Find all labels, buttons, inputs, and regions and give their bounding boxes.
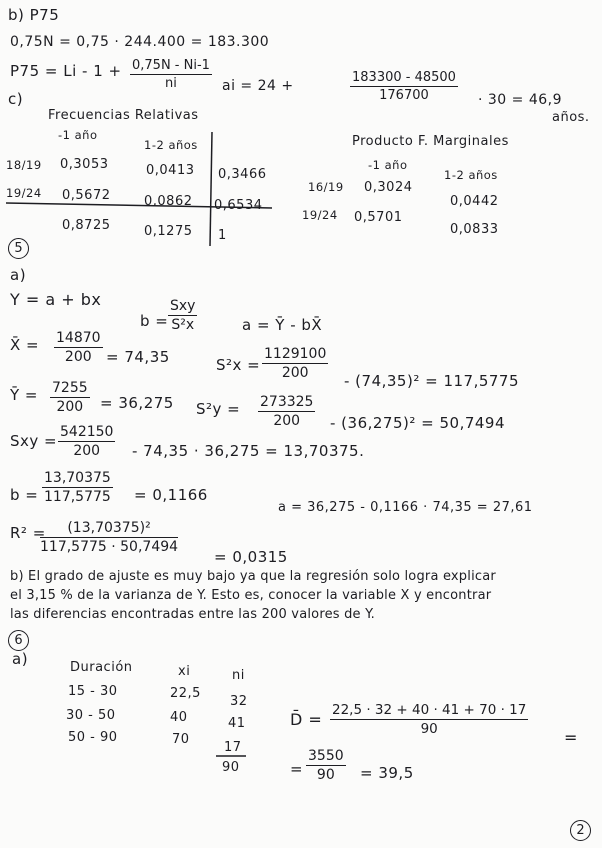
rel-cell: 0,5672: [62, 188, 111, 203]
rel-cell: 0,6534: [214, 198, 263, 213]
q5-s2x-fraction: [262, 346, 328, 381]
q6-ni-cell: 41: [228, 716, 246, 731]
q5-ybar-fraction: [50, 380, 90, 415]
p75-heading: b) P75: [8, 6, 60, 24]
q5-r2-fraction: [40, 520, 178, 555]
q6-ni-total: 90: [222, 760, 240, 775]
rel-cell: 0,3466: [218, 167, 267, 182]
prod-cell: 0,5701: [354, 210, 403, 225]
q5-s2y-numerator: 273325: [260, 394, 314, 410]
prod-cell: 0,0442: [450, 194, 499, 209]
p75-formula-denominator: ni: [165, 76, 177, 91]
page-number: 2: [570, 820, 591, 841]
q5-a-formula: a = Ȳ - bX̄: [242, 316, 323, 334]
q5-ybar-numerator: 7255: [52, 380, 88, 396]
q6-duration-cell: 50 - 90: [68, 730, 118, 745]
q5-sxy-tail: - 74,35 · 36,275 = 13,70375.: [132, 442, 365, 460]
q5-part-b-line: las diferencias encontradas entre las 200 valores de Y.: [10, 607, 375, 622]
q5-b-calc-value: = 0,1166: [134, 486, 208, 504]
p75-formula-lhs: P75 = Li - 1 +: [10, 62, 122, 80]
q5-r2-denominator: 117,5775 · 50,7494: [40, 539, 179, 555]
q5-s2x-denominator: 200: [281, 365, 309, 381]
prod-col-lt1: -1 año: [368, 158, 408, 172]
q5-sxy-lhs: Sxy =: [10, 432, 58, 450]
rel-cell: 0,0413: [146, 163, 195, 178]
q5-s2y-denominator: 200: [273, 413, 301, 429]
q5-s2x-numerator: 1129100: [264, 346, 327, 362]
p75-value-fraction: [350, 70, 458, 103]
q6-xi-cell: 22,5: [170, 686, 201, 701]
q6-ni-cell: 17: [224, 740, 242, 755]
q5-sxy-denominator: 200: [73, 443, 101, 459]
part-c-heading: c): [8, 90, 24, 108]
q5-b-calc-numerator: 13,70375: [44, 470, 111, 486]
question-6-number: 6: [8, 630, 29, 651]
prod-col-1-2: 1-2 años: [444, 168, 498, 182]
q6-dbar-lhs: D̄ =: [290, 710, 323, 729]
prod-row-label: 19/24: [302, 208, 338, 222]
q6-dbar2-fraction: [306, 748, 346, 783]
q5-xbar-denominator: 200: [64, 349, 92, 365]
q6-duration-cell: 30 - 50: [66, 708, 116, 723]
rel-freq-title: Frecuencias Relativas: [48, 108, 199, 123]
q5-b-fraction: [168, 298, 197, 333]
q5-xbar-fraction: [54, 330, 103, 365]
q5-b-calc-lhs: b =: [10, 486, 39, 504]
q5-s2y-tail: - (36,275)² = 50,7494: [330, 414, 506, 432]
q5-b-lhs: b =: [140, 312, 169, 330]
prod-cell: 0,0833: [450, 222, 499, 237]
prod-cell: 0,3024: [364, 180, 413, 195]
q5-part-b-line: b) El grado de ajuste es muy bajo ya que la regresión solo logra explicar: [10, 569, 496, 584]
rel-col-lt1: -1 año: [58, 128, 98, 142]
q5-r2-numerator: (13,70375)²: [40, 520, 178, 538]
rel-row-label: 18/19: [6, 158, 42, 172]
q6-xi-cell: 70: [172, 732, 190, 747]
q6-dbar-numerator: 22,5 · 32 + 40 · 41 + 70 · 17: [332, 702, 527, 718]
q6-ni-cell: 32: [230, 694, 248, 709]
q6-dbar-eq: =: [564, 728, 578, 747]
rel-col-1-2: 1-2 años: [144, 138, 198, 152]
q6-col-xi: xi: [178, 664, 191, 679]
q5-ybar-lhs: Ȳ =: [10, 386, 38, 404]
question-5-number: 5: [8, 238, 29, 259]
p75-value-result: · 30 = 46,9: [478, 92, 563, 108]
q5-b-denominator: S²x: [171, 317, 195, 333]
q5-ybar-denominator: 200: [56, 399, 84, 415]
q5-part-b-line: el 3,15 % de la varianza de Y. Esto es, conocer la variable X y encontrar: [10, 588, 492, 603]
q6-dbar-denominator: 90: [420, 721, 438, 737]
q6-duration-cell: 15 - 30: [68, 684, 118, 699]
q5-sxy-fraction: [58, 424, 115, 459]
p75-formula-numerator: 0,75N - Ni-1: [132, 58, 210, 73]
rel-cell: 0,0862: [144, 194, 193, 209]
q6-dbar2-numerator: 3550: [308, 748, 344, 764]
q5-s2y-fraction: [258, 394, 315, 429]
q5-s2x-tail: - (74,35)² = 117,5775: [344, 372, 520, 390]
q5-s2x-lhs: S²x =: [216, 356, 261, 374]
q6-col-duration: Duración: [70, 660, 133, 675]
rel-total: 0,8725: [62, 218, 111, 233]
q5-b-calc-fraction: [42, 470, 113, 505]
q6-xi-cell: 40: [170, 710, 188, 725]
p75-value-numerator: 183300 - 48500: [352, 70, 456, 85]
q5-xbar-value: = 74,35: [106, 348, 170, 366]
prod-row-label: 16/19: [308, 180, 344, 194]
q5-xbar-numerator: 14870: [56, 330, 101, 346]
q5-r2-lhs: R² =: [10, 524, 46, 542]
p75-formula-tail: ai = 24 +: [222, 78, 294, 94]
q5-sxy-numerator: 542150: [60, 424, 114, 440]
q6-part-a: a): [12, 650, 29, 668]
q6-dbar2-value: = 39,5: [360, 764, 414, 782]
prod-marginal-title: Producto F. Marginales: [352, 134, 509, 149]
q5-b-numerator: Sxy: [170, 298, 196, 314]
q5-xbar-lhs: X̄ =: [10, 336, 40, 354]
rel-total: 1: [218, 228, 227, 243]
q5-r2-value: = 0,0315: [214, 548, 288, 566]
q5-a-calc: a = 36,275 - 0,1166 · 74,35 = 27,61: [278, 500, 533, 515]
q5-b-calc-denominator: 117,5775: [44, 489, 111, 505]
q5-model: Y = a + bx: [10, 290, 102, 309]
q5-s2y-lhs: S²y =: [196, 400, 241, 418]
p75-formula-fraction: [130, 58, 212, 91]
rel-total: 0,1275: [144, 224, 193, 239]
p75-position-line: 0,75N = 0,75 · 244.400 = 183.300: [10, 34, 270, 50]
q6-dbar2-lhs: =: [290, 760, 304, 778]
q6-dbar-fraction: [330, 702, 528, 737]
q5-ybar-value: = 36,275: [100, 394, 174, 412]
p75-value-unit: años.: [552, 110, 590, 125]
q6-dbar2-denominator: 90: [316, 767, 335, 783]
q5-part-a: a): [10, 266, 27, 284]
rel-cell: 0,3053: [60, 157, 109, 172]
rel-row-label: 19/24: [6, 186, 42, 200]
p75-value-denominator: 176700: [379, 88, 429, 103]
q6-col-ni: ni: [232, 668, 245, 683]
